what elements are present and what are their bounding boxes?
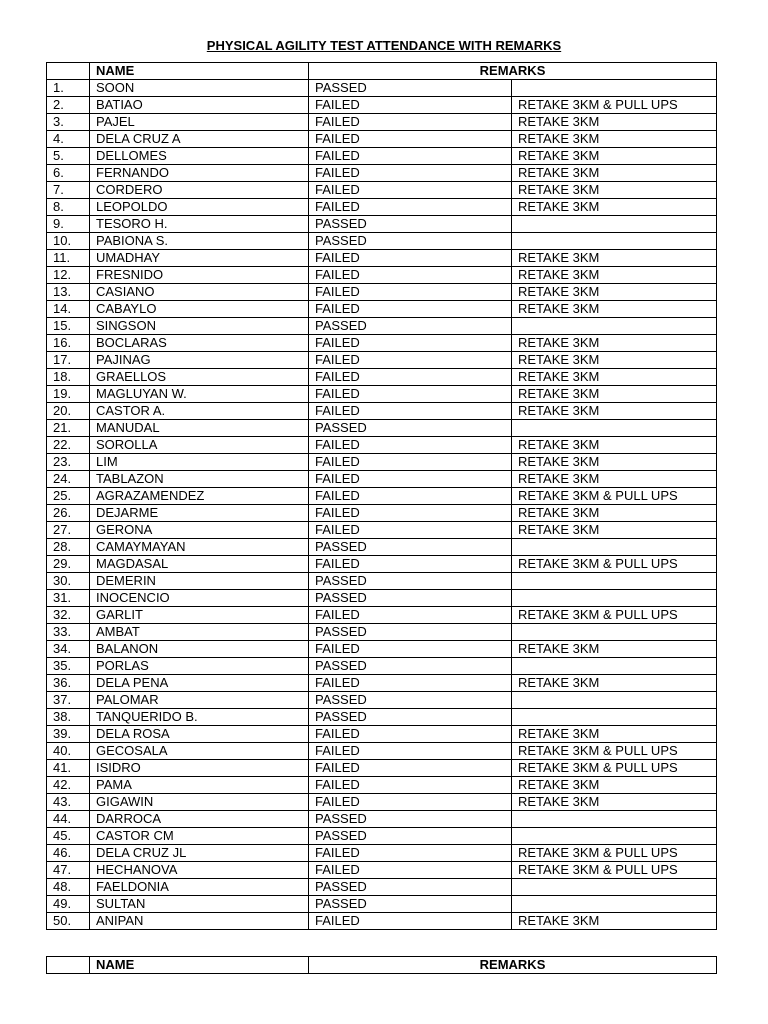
person-name: PORLAS [90,658,309,675]
retake-remark: RETAKE 3KM [512,250,717,267]
person-name: PABIONA S. [90,233,309,250]
row-number: 10. [47,233,90,250]
table-row [47,199,717,216]
name-header: NAME [90,63,309,80]
retake-remark: RETAKE 3KM [512,505,717,522]
row-number: 24. [47,471,90,488]
retake-remark [512,573,717,590]
test-result: FAILED [309,913,512,930]
retake-remark [512,233,717,250]
test-result: FAILED [309,488,512,505]
person-name: TESORO H. [90,216,309,233]
table-row [47,488,717,505]
person-name: DEJARME [90,505,309,522]
table-row [47,505,717,522]
table-row [47,675,717,692]
retake-remark: RETAKE 3KM [512,199,717,216]
retake-remark: RETAKE 3KM [512,131,717,148]
number-header [47,63,90,80]
retake-remark: RETAKE 3KM [512,675,717,692]
table-row [47,420,717,437]
table-row [47,182,717,199]
row-number: 7. [47,182,90,199]
test-result: FAILED [309,386,512,403]
document-title: PHYSICAL AGILITY TEST ATTENDANCE WITH REMARKS [206,38,562,53]
table-row [47,80,717,97]
person-name: SULTAN [90,896,309,913]
table-row [47,386,717,403]
person-name: ANIPAN [90,913,309,930]
table-row [47,250,717,267]
retake-remark: RETAKE 3KM [512,114,717,131]
person-name: AMBAT [90,624,309,641]
retake-remark [512,828,717,845]
row-number: 38. [47,709,90,726]
person-name: GRAELLOS [90,369,309,386]
table-row [47,165,717,182]
person-name: MAGDASAL [90,556,309,573]
header-row [47,63,717,80]
table-row [47,148,717,165]
retake-remark [512,318,717,335]
test-result: PASSED [309,420,512,437]
row-number: 13. [47,284,90,301]
row-number: 36. [47,675,90,692]
test-result: FAILED [309,471,512,488]
test-result: PASSED [309,539,512,556]
person-name: BALANON [90,641,309,658]
test-result: FAILED [309,794,512,811]
table-row [47,658,717,675]
retake-remark: RETAKE 3KM [512,165,717,182]
table-row [47,607,717,624]
test-result: FAILED [309,777,512,794]
test-result: PASSED [309,879,512,896]
table-body [47,80,717,930]
table-row [47,624,717,641]
table-row [47,811,717,828]
retake-remark [512,896,717,913]
continuation-table [46,956,717,974]
person-name: PALOMAR [90,692,309,709]
row-number: 31. [47,590,90,607]
test-result: FAILED [309,862,512,879]
person-name: GARLIT [90,607,309,624]
row-number: 43. [47,794,90,811]
retake-remark: RETAKE 3KM [512,182,717,199]
table-row [47,471,717,488]
person-name: FERNANDO [90,165,309,182]
test-result: PASSED [309,624,512,641]
test-result: FAILED [309,131,512,148]
test-result: FAILED [309,352,512,369]
person-name: AGRAZAMENDEZ [90,488,309,505]
test-result: FAILED [309,301,512,318]
table-row [47,692,717,709]
person-name: FAELDONIA [90,879,309,896]
table-row [47,743,717,760]
retake-remark: RETAKE 3KM [512,454,717,471]
retake-remark: RETAKE 3KM & PULL UPS [512,97,717,114]
test-result: FAILED [309,182,512,199]
test-result: FAILED [309,97,512,114]
person-name: UMADHAY [90,250,309,267]
row-number: 15. [47,318,90,335]
row-number: 18. [47,369,90,386]
retake-remark: RETAKE 3KM & PULL UPS [512,488,717,505]
table-row [47,556,717,573]
retake-remark [512,692,717,709]
table-row [47,709,717,726]
row-number: 9. [47,216,90,233]
test-result: PASSED [309,233,512,250]
table-row [47,777,717,794]
retake-remark [512,879,717,896]
person-name: GECOSALA [90,743,309,760]
person-name: INOCENCIO [90,590,309,607]
row-number: 49. [47,896,90,913]
test-result: PASSED [309,590,512,607]
test-result: FAILED [309,369,512,386]
row-number: 48. [47,879,90,896]
table-row [47,437,717,454]
table-row [47,318,717,335]
test-result: FAILED [309,845,512,862]
test-result: FAILED [309,284,512,301]
person-name: CABAYLO [90,301,309,318]
test-result: PASSED [309,709,512,726]
retake-remark: RETAKE 3KM & PULL UPS [512,607,717,624]
person-name: DELLOMES [90,148,309,165]
row-number: 5. [47,148,90,165]
table-row [47,794,717,811]
table-row [47,335,717,352]
row-number: 28. [47,539,90,556]
row-number: 41. [47,760,90,777]
retake-remark: RETAKE 3KM [512,794,717,811]
table-row [47,301,717,318]
person-name: CORDERO [90,182,309,199]
table-row [47,760,717,777]
row-number: 2. [47,97,90,114]
person-name: PAJINAG [90,352,309,369]
row-number: 40. [47,743,90,760]
row-number: 23. [47,454,90,471]
header-row [47,957,717,974]
person-name: BATIAO [90,97,309,114]
test-result: FAILED [309,165,512,182]
person-name: DEMERIN [90,573,309,590]
row-number: 11. [47,250,90,267]
test-result: PASSED [309,573,512,590]
table-row [47,352,717,369]
person-name: LEOPOLDO [90,199,309,216]
retake-remark [512,811,717,828]
retake-remark: RETAKE 3KM [512,301,717,318]
person-name: GERONA [90,522,309,539]
retake-remark: RETAKE 3KM [512,726,717,743]
retake-remark: RETAKE 3KM [512,471,717,488]
person-name: MAGLUYAN W. [90,386,309,403]
test-result: FAILED [309,267,512,284]
person-name: GIGAWIN [90,794,309,811]
retake-remark: RETAKE 3KM [512,148,717,165]
retake-remark [512,709,717,726]
table-row [47,539,717,556]
row-number: 8. [47,199,90,216]
retake-remark [512,658,717,675]
test-result: PASSED [309,658,512,675]
table-row [47,573,717,590]
retake-remark [512,590,717,607]
table-row [47,726,717,743]
retake-remark: RETAKE 3KM [512,913,717,930]
person-name: DELA ROSA [90,726,309,743]
test-result: FAILED [309,250,512,267]
retake-remark: RETAKE 3KM [512,267,717,284]
test-result: PASSED [309,80,512,97]
person-name: SINGSON [90,318,309,335]
retake-remark: RETAKE 3KM [512,369,717,386]
person-name: CASTOR CM [90,828,309,845]
table-row [47,828,717,845]
person-name: DELA CRUZ A [90,131,309,148]
table-row [47,233,717,250]
row-number: 12. [47,267,90,284]
table-row [47,97,717,114]
table-row [47,284,717,301]
row-number: 20. [47,403,90,420]
table-row [47,879,717,896]
test-result: FAILED [309,726,512,743]
retake-remark: RETAKE 3KM & PULL UPS [512,556,717,573]
number-header [47,957,90,974]
test-result: FAILED [309,743,512,760]
table-row [47,216,717,233]
row-number: 35. [47,658,90,675]
remarks-header: REMARKS [309,957,717,974]
row-number: 32. [47,607,90,624]
row-number: 17. [47,352,90,369]
row-number: 4. [47,131,90,148]
row-number: 19. [47,386,90,403]
test-result: PASSED [309,828,512,845]
person-name: SOROLLA [90,437,309,454]
person-name: MANUDAL [90,420,309,437]
retake-remark: RETAKE 3KM [512,641,717,658]
test-result: FAILED [309,114,512,131]
test-result: FAILED [309,437,512,454]
retake-remark: RETAKE 3KM [512,386,717,403]
retake-remark: RETAKE 3KM & PULL UPS [512,760,717,777]
row-number: 22. [47,437,90,454]
table-row [47,590,717,607]
row-number: 26. [47,505,90,522]
person-name: HECHANOVA [90,862,309,879]
test-result: FAILED [309,335,512,352]
table-row [47,267,717,284]
row-number: 44. [47,811,90,828]
person-name: TANQUERIDO B. [90,709,309,726]
test-result: FAILED [309,454,512,471]
retake-remark: RETAKE 3KM [512,284,717,301]
row-number: 47. [47,862,90,879]
row-number: 50. [47,913,90,930]
retake-remark: RETAKE 3KM & PULL UPS [512,845,717,862]
person-name: CASIANO [90,284,309,301]
test-result: FAILED [309,760,512,777]
table-row [47,641,717,658]
table-row [47,845,717,862]
retake-remark [512,420,717,437]
test-result: FAILED [309,522,512,539]
retake-remark [512,624,717,641]
row-number: 37. [47,692,90,709]
test-result: PASSED [309,896,512,913]
retake-remark: RETAKE 3KM & PULL UPS [512,862,717,879]
person-name: ISIDRO [90,760,309,777]
person-name: FRESNIDO [90,267,309,284]
table-row [47,369,717,386]
retake-remark: RETAKE 3KM & PULL UPS [512,743,717,760]
table-row [47,403,717,420]
row-number: 21. [47,420,90,437]
test-result: FAILED [309,641,512,658]
row-number: 27. [47,522,90,539]
row-number: 34. [47,641,90,658]
test-result: FAILED [309,505,512,522]
person-name: SOON [90,80,309,97]
row-number: 1. [47,80,90,97]
row-number: 39. [47,726,90,743]
row-number: 25. [47,488,90,505]
table-row [47,522,717,539]
table-row [47,114,717,131]
retake-remark [512,539,717,556]
name-header: NAME [90,957,309,974]
table-row [47,862,717,879]
test-result: FAILED [309,607,512,624]
person-name: PAMA [90,777,309,794]
test-result: FAILED [309,403,512,420]
retake-remark: RETAKE 3KM [512,335,717,352]
person-name: DELA CRUZ JL [90,845,309,862]
row-number: 45. [47,828,90,845]
test-result: PASSED [309,692,512,709]
row-number: 3. [47,114,90,131]
retake-remark: RETAKE 3KM [512,403,717,420]
test-result: PASSED [309,216,512,233]
retake-remark: RETAKE 3KM [512,352,717,369]
table-row [47,131,717,148]
row-number: 30. [47,573,90,590]
person-name: DELA PENA [90,675,309,692]
table-row [47,896,717,913]
retake-remark: RETAKE 3KM [512,522,717,539]
row-number: 16. [47,335,90,352]
test-result: PASSED [309,811,512,828]
person-name: BOCLARAS [90,335,309,352]
row-number: 29. [47,556,90,573]
test-result: FAILED [309,148,512,165]
test-result: FAILED [309,675,512,692]
table-row [47,913,717,930]
test-result: FAILED [309,199,512,216]
row-number: 33. [47,624,90,641]
row-number: 6. [47,165,90,182]
test-result: PASSED [309,318,512,335]
attendance-table [46,62,717,930]
retake-remark [512,80,717,97]
row-number: 46. [47,845,90,862]
remarks-header: REMARKS [309,63,717,80]
row-number: 14. [47,301,90,318]
person-name: CASTOR A. [90,403,309,420]
person-name: PAJEL [90,114,309,131]
retake-remark: RETAKE 3KM [512,437,717,454]
retake-remark [512,216,717,233]
retake-remark: RETAKE 3KM [512,777,717,794]
row-number: 42. [47,777,90,794]
table-row [47,454,717,471]
person-name: TABLAZON [90,471,309,488]
person-name: DARROCA [90,811,309,828]
person-name: CAMAYMAYAN [90,539,309,556]
test-result: FAILED [309,556,512,573]
person-name: LIM [90,454,309,471]
